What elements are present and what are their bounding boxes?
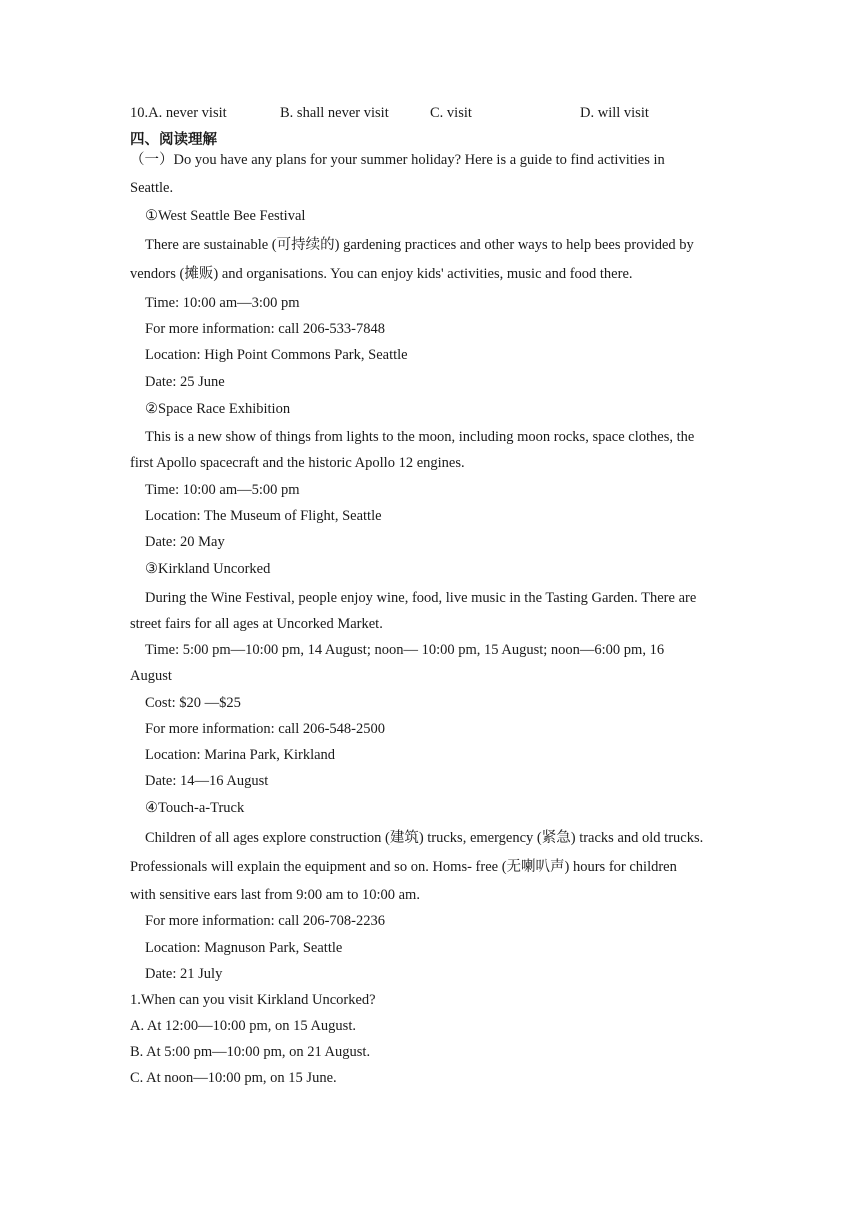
event-2-date: Date: 20 May <box>145 534 225 550</box>
intro-line-1: （一）Do you have any plans for your summer holiday? Here is a guide to find activities in <box>130 152 665 168</box>
section-heading: 四、阅读理解 <box>130 132 217 148</box>
event-2-time: Time: 10:00 am—5:00 pm <box>145 482 300 498</box>
question-1-option-a: A. At 12:00—10:00 pm, on 15 August. <box>130 1018 356 1034</box>
event-1-info: For more information: call 206-533-7848 <box>145 321 386 337</box>
event-1-desc-1: There are sustainable (可持续的) gardening practices and other ways to help bees provided by <box>145 237 694 253</box>
event-2-desc-2: first Apollo spacecraft and the historic Apollo 12 engines. <box>130 455 465 471</box>
q10-option-b: B. shall never visit <box>280 105 389 121</box>
q10-option-c: C. visit <box>430 105 472 121</box>
event-4-desc-3: with sensitive ears last from 9:00 am to 10:00 am. <box>130 887 420 903</box>
event-1-desc-2: vendors (摊贩) and organisations. You can enjoy kids' activities, music and food there. <box>130 266 633 282</box>
event-4-location: Location: Magnuson Park, Seattle <box>145 940 343 956</box>
event-3-title: ③Kirkland Uncorked <box>145 561 271 577</box>
event-3-location: Location: Marina Park, Kirkland <box>145 747 336 763</box>
event-1-title: ①West Seattle Bee Festival <box>145 208 306 224</box>
event-3-desc-2: street fairs for all ages at Uncorked Market. <box>130 616 383 632</box>
event-3-desc-1: During the Wine Festival, people enjoy wine, food, live music in the Tasting Garden. There are <box>145 590 697 606</box>
event-4-desc-1: Children of all ages explore construction (建筑) trucks, emergency (紧急) tracks and old trucks. <box>145 830 704 846</box>
event-4-date: Date: 21 July <box>145 966 223 982</box>
event-2-desc-1: This is a new show of things from lights to the moon, including moon rocks, space clothes, the <box>145 429 695 445</box>
event-1-location: Location: High Point Commons Park, Seattle <box>145 347 408 363</box>
event-4-info: For more information: call 206-708-2236 <box>145 913 386 929</box>
event-3-time-1: Time: 5:00 pm—10:00 pm, 14 August; noon— 10:00 pm, 15 August; noon—6:00 pm, 16 <box>145 642 665 658</box>
event-2-title: ②Space Race Exhibition <box>145 401 291 417</box>
event-3-time-2: August <box>130 668 172 684</box>
question-1-option-c: C. At noon—10:00 pm, on 15 June. <box>130 1070 337 1086</box>
event-4-title: ④Touch-a-Truck <box>145 800 245 816</box>
question-1-option-b: B. At 5:00 pm—10:00 pm, on 21 August. <box>130 1044 371 1060</box>
event-1-date: Date: 25 June <box>145 374 225 390</box>
event-3-date: Date: 14—16 August <box>145 773 269 789</box>
event-4-desc-2: Professionals will explain the equipment and so on. Homs- free (无喇叭声) hours for children <box>130 859 677 875</box>
event-3-info: For more information: call 206-548-2500 <box>145 721 386 737</box>
event-3-cost: Cost: $20 —$25 <box>145 695 241 711</box>
q10-option-a: 10.A. never visit <box>130 105 227 121</box>
event-1-time: Time: 10:00 am—3:00 pm <box>145 295 300 311</box>
event-2-location: Location: The Museum of Flight, Seattle <box>145 508 382 524</box>
q10-option-d: D. will visit <box>580 105 649 121</box>
question-1-stem: 1.When can you visit Kirkland Uncorked? <box>130 992 376 1008</box>
intro-line-2: Seattle. <box>130 180 174 196</box>
